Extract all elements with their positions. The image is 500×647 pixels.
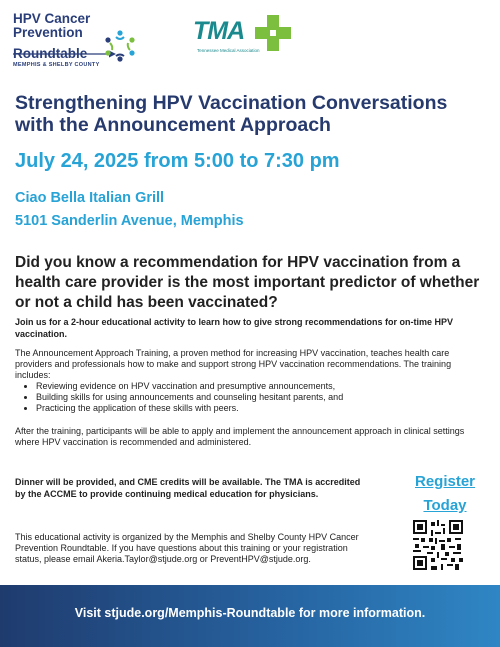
footer-banner <box>0 585 500 647</box>
hpv-logo-line3: Roundtable <box>13 46 88 61</box>
event-date: July 24, 2025 from 5:00 to 7:30 pm <box>15 150 340 172</box>
hpv-logo-line1: HPV Cancer <box>13 11 91 26</box>
register-today-link[interactable] <box>405 470 485 518</box>
tma-logo <box>193 13 303 58</box>
training-intro: The Announcement Approach Training, a proven method for increasing HPV vaccination, teaches health care providers and professionals how to make and support strong HPV vaccination recommendations. The training includes: <box>15 348 452 380</box>
event-venue <box>15 187 244 233</box>
venue-name: Ciao Bella Italian Grill <box>15 190 165 206</box>
venue-address: 5101 Sanderlin Avenue, Memphis <box>15 213 244 229</box>
medical-cross-icon <box>253 13 293 53</box>
organizer-contact: This educational activity is organized by the Memphis and Shelby County HPV Cancer Prevention Roundtable. If you have questions about this training or your registration status, please email Akeria.Taylor@stjude.org or PreventHPV@stjude.org. <box>15 532 359 564</box>
list-item: • Building skills for using announcements and counseling hesitant parents, and <box>36 392 496 403</box>
tma-logo-subtitle: Tennessee Medical Association <box>197 48 260 53</box>
qr-code-icon[interactable] <box>413 520 463 570</box>
list-item: • Practicing the application of these skills with peers. <box>36 403 496 414</box>
training-bullet-list <box>22 381 496 414</box>
register-line2[interactable]: Today <box>423 497 467 514</box>
header-logos <box>0 0 500 80</box>
register-line1[interactable]: Register <box>414 473 476 490</box>
join-statement: Join us for a 2-hour educational activity to learn how to give strong recommendations for on-time HPV vaccination. <box>15 317 454 339</box>
event-title: Strengthening HPV Vaccination Conversations with the Announcement Approach <box>15 92 448 136</box>
after-training-text: After the training, participants will be able to apply and implement the announcement approach in clinical settings where HPV vaccination is recommended and administered. <box>15 426 465 447</box>
hpv-logo-line2: Prevention <box>13 25 83 40</box>
list-item: • Reviewing evidence on HPV vaccination and presumptive announcements, <box>36 381 496 392</box>
footer-website-text[interactable]: Visit stjude.org/Memphis-Roundtable for more information. <box>74 606 426 620</box>
hpv-logo-subtitle: MEMPHIS & SHELBY COUNTY <box>13 62 100 68</box>
people-circle-icon <box>102 28 138 64</box>
dinner-cme-note: Dinner will be provided, and CME credits will be available. The TMA is accredited by the ACCME to provide continuing medical education for physicians. <box>15 477 361 499</box>
headline-question: Did you know a recommendation for HPV vaccination from a health care provider is the most important predictor of whether or not a child has been vaccinated? <box>15 254 480 311</box>
tma-logo-text: TMA <box>193 17 245 45</box>
